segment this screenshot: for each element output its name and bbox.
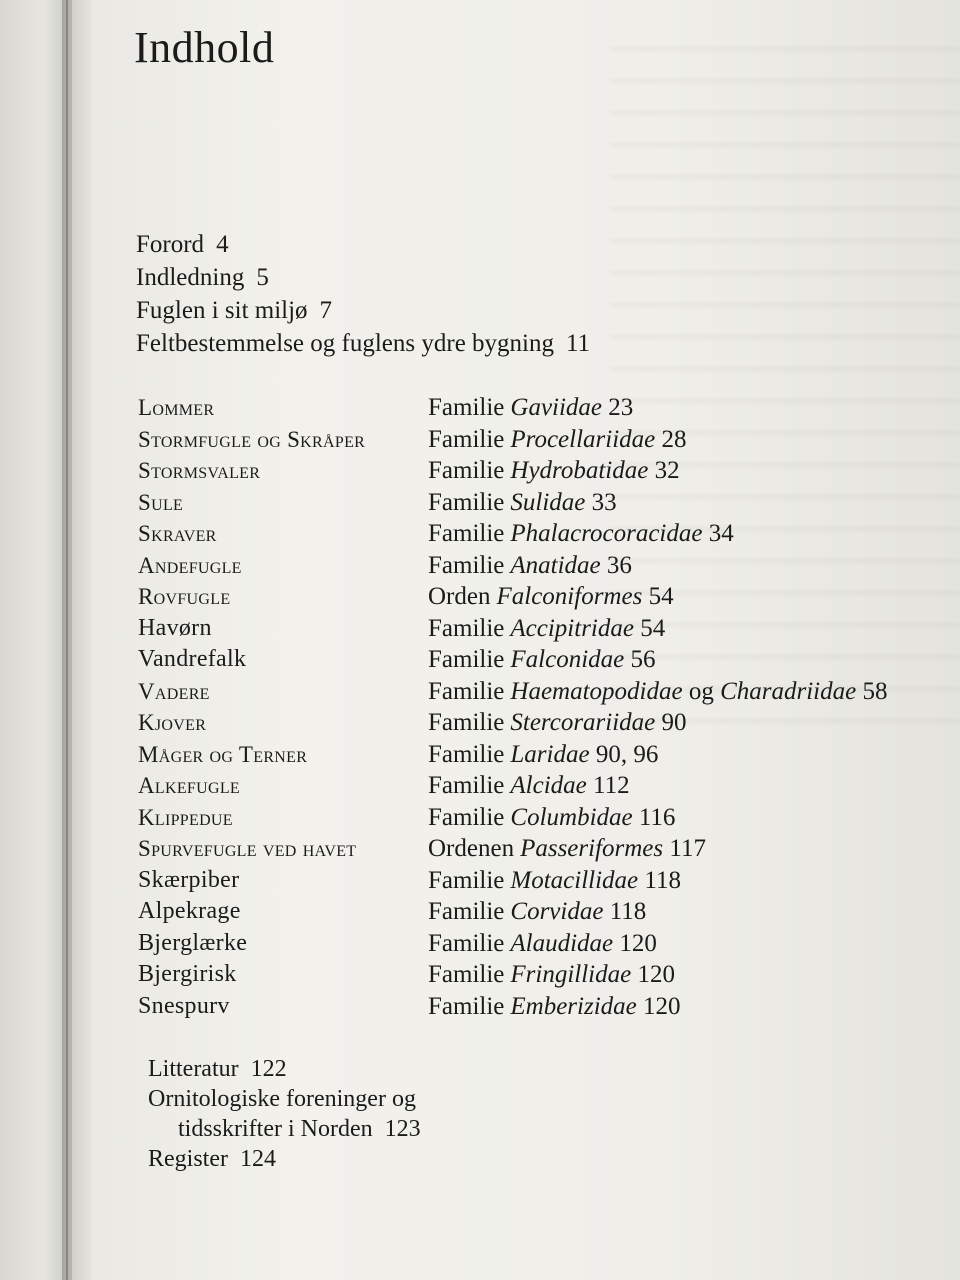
taxon-entry [428,392,633,423]
entry-label: Indledning [136,264,245,291]
toc-entry-feltbestemmelse [136,327,590,360]
taxon-entry [428,581,674,612]
taxon-scientific-name: Falconidae [510,646,625,673]
taxon-page: 23 [608,394,634,421]
bird-group-name: Kjover [138,710,207,735]
bird-group-name: Stormfugle og Skråper [138,426,366,452]
taxon-page: 36 [606,551,632,579]
toc-row [0,770,960,802]
entry-page: 11 [565,330,591,357]
taxon-rank: Familie [428,614,505,642]
bird-group-name: Rovfugle [138,584,231,609]
taxon-entry [428,676,887,707]
toc-row [0,833,960,865]
taxon-entry [428,959,675,990]
toc-entry-foreninger [148,1084,421,1114]
entry-label: Fuglen i sit miljø [136,297,308,324]
taxon-page: 116 [638,803,676,831]
toc-row [0,991,960,1023]
bird-group-name: Skraver [138,521,217,546]
taxon-scientific-name: Corvidae [510,898,604,925]
taxon-scientific-name: Sulidae [510,488,586,516]
toc-row [0,424,960,456]
taxon-page: 34 [708,520,734,547]
taxon-page: 28 [661,425,687,453]
taxon-rank: Familie [428,425,505,453]
bird-group-name: Måger og Terner [138,741,308,767]
taxon-scientific-name: Alcidae [510,772,587,799]
taxon-entry [428,896,646,927]
taxon-entry [428,707,687,738]
taxon-page: 117 [669,835,706,862]
toc-entry-fuglen [136,294,590,327]
taxon-rank: Familie [428,961,505,988]
taxon-scientific-name-2: Charadriidae [720,677,857,705]
taxon-scientific-name: Stercorariidae [510,709,656,736]
taxon-page: 118 [609,898,647,925]
taxon-rank: Familie [428,709,505,736]
taxon-scientific-name: Passeriformes [520,835,664,862]
bird-group-name: Spurvefugle ved havet [138,836,357,861]
taxon-page: 54 [648,583,674,610]
taxon-entry [428,455,680,486]
toc-entry-indledning [136,261,590,294]
taxon-rank: Familie [428,551,505,579]
taxon-rank: Familie [428,520,505,547]
taxon-entry [428,802,675,833]
taxon-entry [428,424,687,455]
toc-row [0,455,960,487]
taxon-entry [428,928,657,959]
toc-row [0,928,960,960]
toc-row [0,613,960,645]
taxon-page: 120 [637,961,675,988]
taxon-scientific-name: Falconiformes [496,583,643,610]
toc-entry-forord [136,228,590,261]
bird-group-name: Skærpiber [138,866,240,893]
toc-row [0,644,960,676]
entry-label: Litteratur [148,1056,239,1082]
bird-group-name: Alkefugle [138,773,240,798]
taxon-scientific-name: Hydrobatidae [510,457,649,484]
entry-page: 7 [319,297,333,324]
taxon-scientific-name: Haematopodidae [510,677,683,705]
taxon-page: 118 [644,866,681,894]
bird-group-name: Havørn [138,614,212,641]
taxon-entry [428,613,665,644]
taxon-page: 90, 96 [595,740,659,768]
bird-group-name: Stormsvaler [138,458,261,483]
taxon-rank: Ordenen [428,835,515,862]
bird-group-name: Andefugle [138,552,242,578]
taxon-scientific-name: Columbidae [510,803,633,831]
toc-row [0,392,960,424]
taxon-page: 120 [643,992,681,1020]
taxon-entry [428,991,681,1022]
taxon-page: 120 [619,929,657,957]
taxon-rank: Familie [428,488,505,516]
entry-page: 122 [250,1056,287,1082]
entry-label: Register [148,1146,228,1172]
toc-entry-foreninger-continued [148,1114,421,1144]
bird-group-name: Bjerglærke [138,929,248,956]
taxon-scientific-name: Phalacrocoracidae [510,520,703,547]
toc-row [0,802,960,834]
taxon-page: 32 [654,457,680,484]
taxon-rank: Familie [428,866,505,894]
taxon-rank: Orden [428,583,491,610]
taxon-page: 54 [640,614,666,642]
taxon-page: 33 [591,488,617,516]
taxon-scientific-name: Gaviidae [510,394,603,421]
entry-label: Forord [136,231,205,258]
taxon-entry [428,644,656,675]
toc-row [0,959,960,991]
taxon-scientific-name: Fringillidae [510,961,632,988]
taxon-scientific-name: Alaudidae [510,929,614,957]
entry-label: Ornitologiske foreninger og [148,1086,416,1112]
taxon-rank: Familie [428,992,505,1020]
toc-row [0,707,960,739]
taxon-entry [428,550,632,581]
bird-group-name: Alpekrage [138,898,241,924]
toc-row [0,487,960,519]
taxon-page: 112 [593,772,630,799]
taxon-rank: Familie [428,646,505,673]
taxon-conjunction: og [688,677,714,705]
taxon-rank: Familie [428,457,505,484]
taxon-scientific-name: Emberizidae [510,992,637,1020]
toc-row [0,581,960,613]
entry-page: 123 [384,1116,421,1142]
taxon-rank: Familie [428,803,505,831]
bird-group-name: Vadere [138,678,210,704]
back-matter-entries [148,1054,421,1174]
toc-row [0,739,960,771]
toc-row [0,896,960,928]
page-title: Indhold [134,23,275,72]
bird-group-name: Bjergirisk [138,961,237,987]
toc-row [0,550,960,582]
taxon-scientific-name: Accipitridae [510,614,634,642]
taxon-entry [428,865,681,896]
intro-entries [136,228,590,360]
entry-page: 4 [216,231,229,258]
taxon-scientific-name: Procellariidae [510,425,656,453]
taxon-rank: Familie [428,740,505,768]
toc-entry-register [148,1144,421,1174]
entry-label: Feltbestemmelse og fuglens ydre bygning [136,330,554,357]
bird-group-name: Sule [138,489,184,515]
taxon-entry [428,739,658,770]
taxon-rank: Familie [428,898,505,925]
taxon-scientific-name: Anatidae [510,551,601,579]
toc-row [0,865,960,897]
toc-row [0,518,960,550]
entry-page: 5 [256,264,269,291]
bird-group-name: Klippedue [138,804,233,830]
taxon-rank: Familie [428,772,505,799]
taxon-entry [428,833,706,864]
taxon-rank: Familie [428,677,505,705]
bird-group-name: Lommer [138,395,215,420]
taxon-rank: Familie [428,394,505,421]
taxon-entry [428,770,630,801]
taxon-scientific-name: Motacillidae [510,866,639,894]
taxon-page: 90 [661,709,687,736]
taxon-entry [428,487,617,518]
toc-row [0,676,960,708]
bird-group-name: Snespurv [138,992,230,1019]
toc-entry-litteratur [148,1054,421,1084]
bird-group-name: Vandrefalk [138,646,247,672]
taxon-rank: Familie [428,929,505,957]
bird-family-list [0,392,960,1022]
taxon-page: 58 [862,677,888,705]
entry-page: 124 [239,1146,276,1172]
taxon-scientific-name: Laridae [510,740,590,768]
entry-label: tidsskrifter i Norden [178,1116,373,1142]
taxon-entry [428,518,734,549]
taxon-page: 56 [630,646,656,673]
